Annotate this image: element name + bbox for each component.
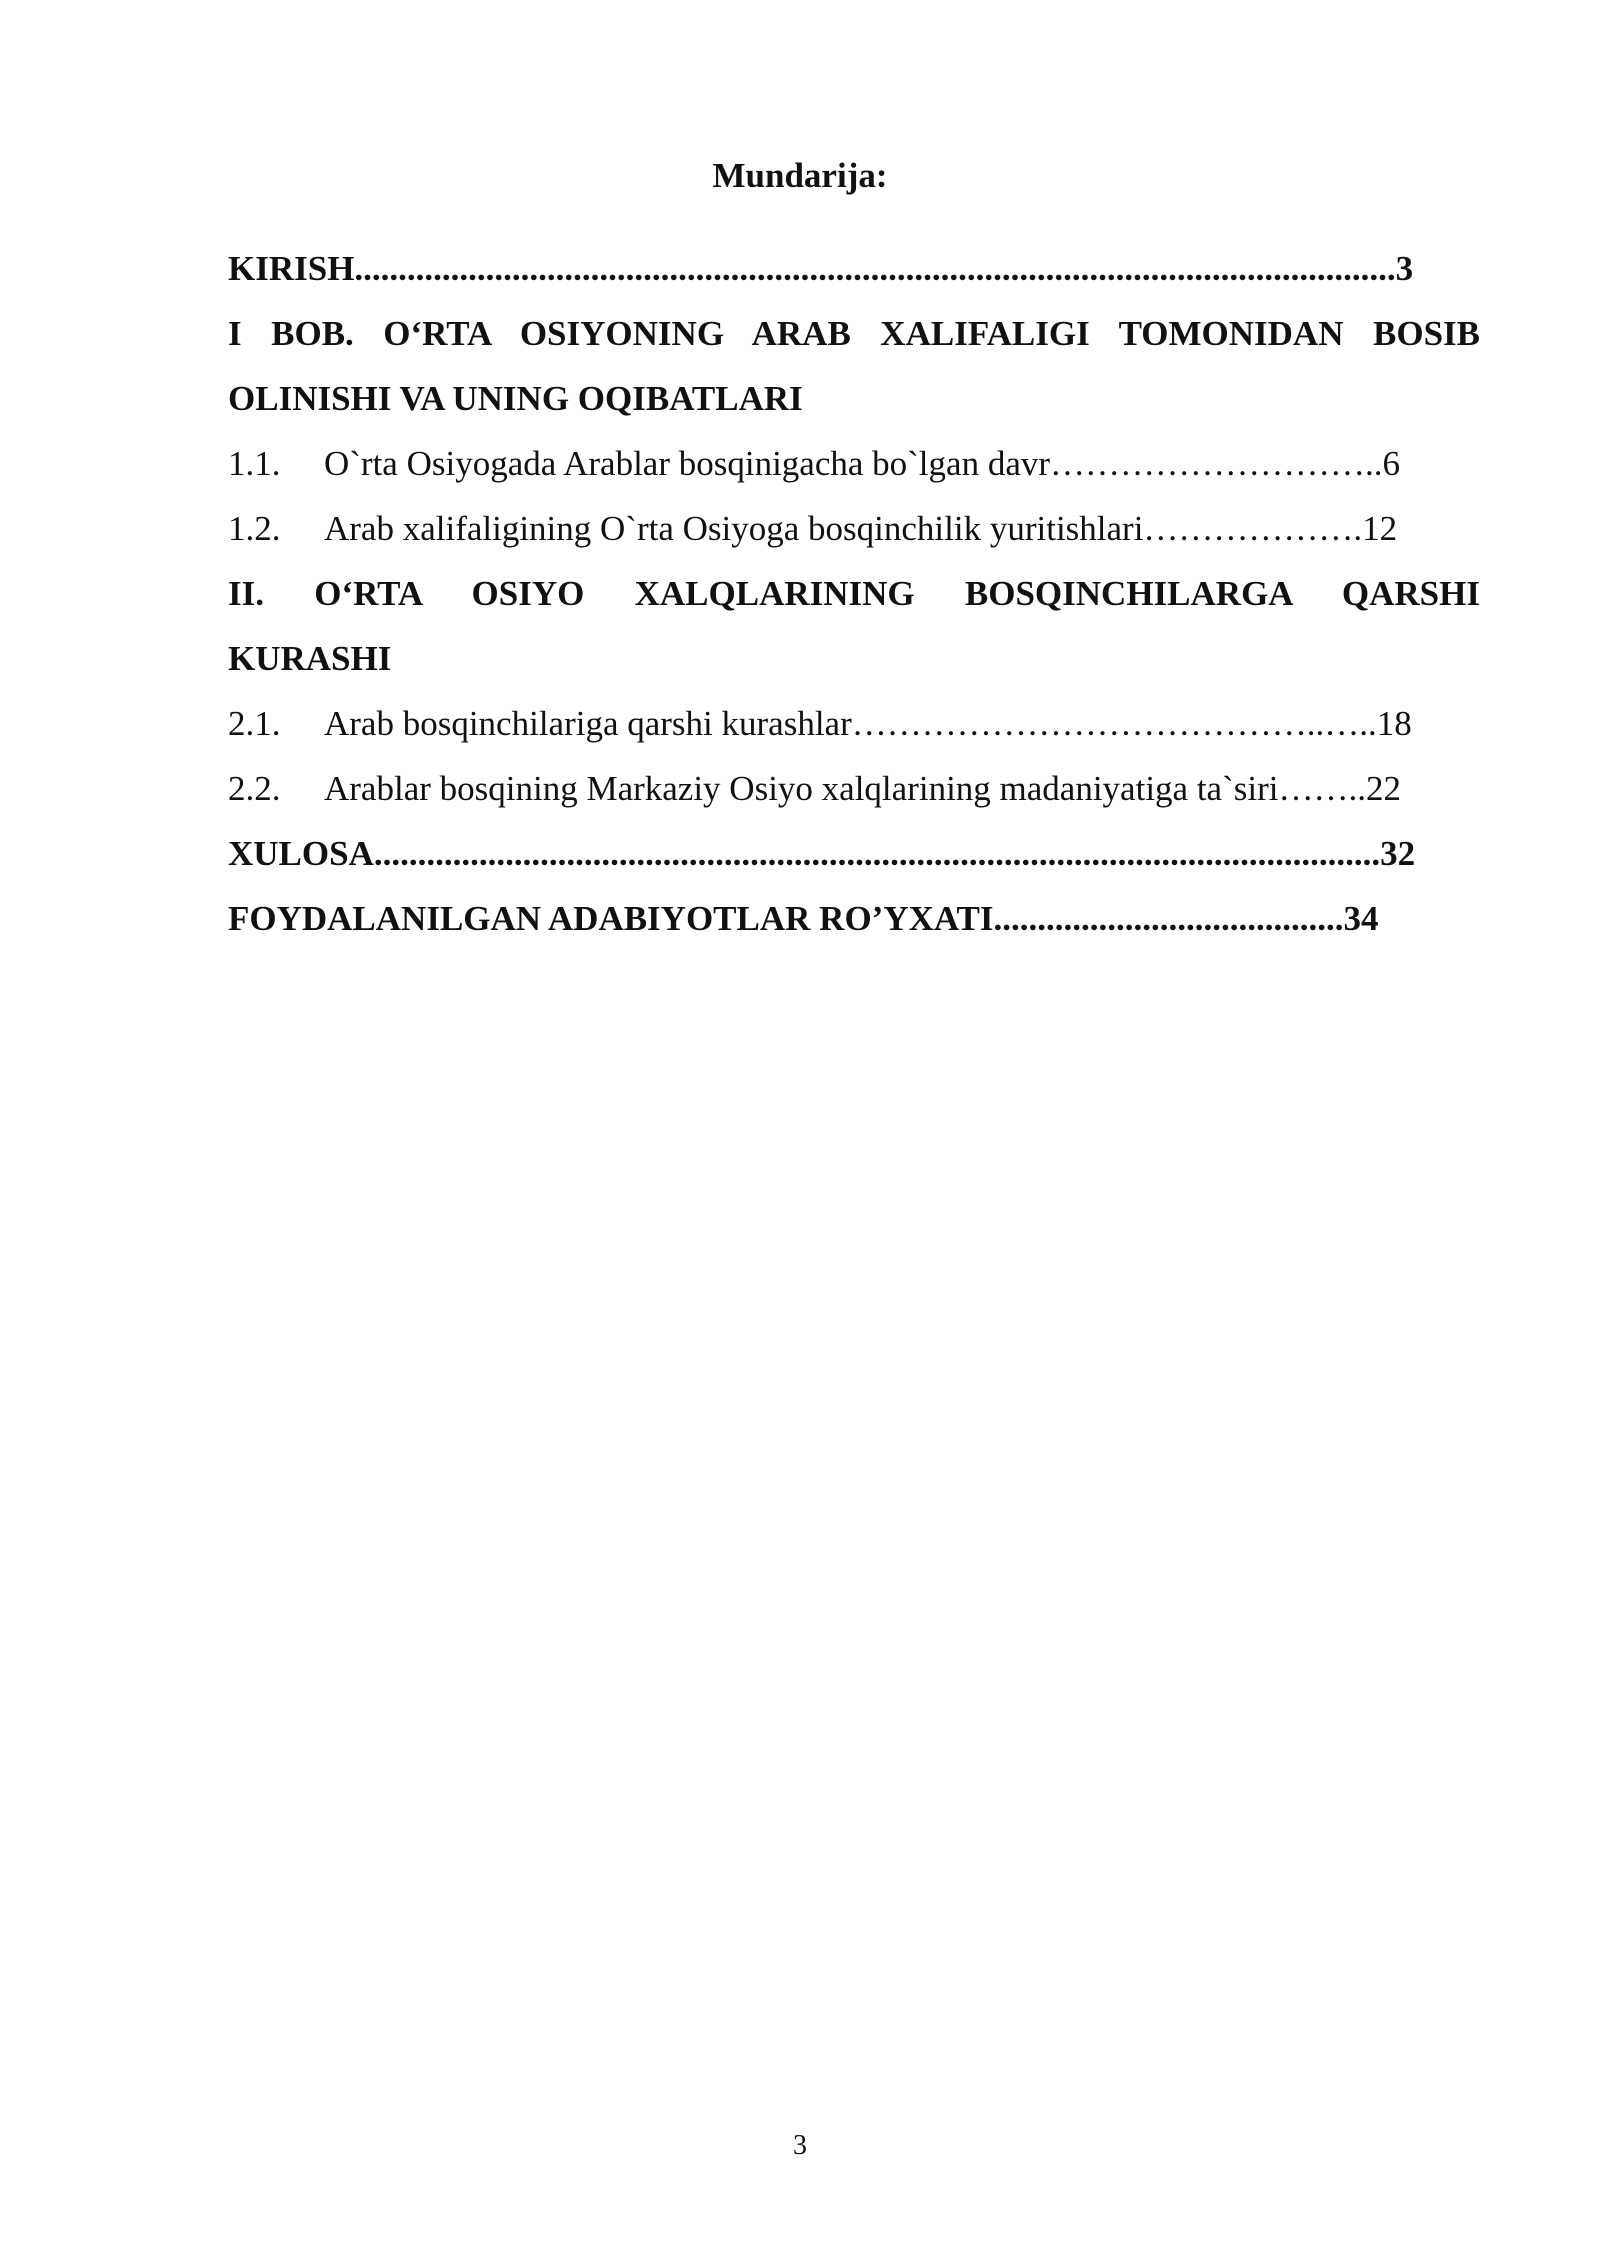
toc-entry-adabiyotlar: FOYDALANILGAN ADABIYOTLAR RO’YXATI........................................34 — [228, 899, 1379, 938]
toc-chapter-2-line-1: II. O‘RTA OSIYO XALQLARINING BOSQINCHILARGA QARSHI — [228, 574, 1480, 613]
toc-chapter-2-line-2: KURASHI — [228, 639, 392, 678]
toc-entry-xulosa: XULOSA...................................................................................................................32 — [228, 834, 1416, 873]
toc-entry-1-2 — [228, 496, 1480, 561]
page-title: Mundarija: — [712, 156, 888, 195]
toc-entry-number: 2.1. — [228, 704, 281, 743]
toc-entry-text: Arablar bosqining Markaziy Osiyo xalqlarining madaniyatiga ta`siri……..22 — [324, 769, 1401, 808]
toc-entry-text: O`rta Osiyogada Arablar bosqinigacha bo`lgan davr………………………..6 — [324, 444, 1401, 483]
toc-entry-number: 2.2. — [228, 769, 281, 808]
toc-entry-text: Arab bosqinchilariga qarshi kurashlar…………………………………..…..18 — [324, 704, 1412, 743]
toc-chapter-1-line-2: OLINISHI VA UNING OQIBATLARI — [228, 379, 803, 418]
toc-entry-number: 1.1. — [228, 444, 281, 483]
toc-entry-kirish: KIRISH.......................................................................................................................3 — [228, 249, 1414, 288]
toc-entry-number: 1.2. — [228, 509, 281, 548]
toc-chapter-1-line-1: I BOB. O‘RTA OSIYONING ARAB XALIFALIGI TOMONIDAN BOSIB — [228, 314, 1480, 353]
toc-entry-text: Arab xalifaligining O`rta Osiyoga bosqinchilik yuritishlari……………….12 — [324, 509, 1398, 548]
toc-entry-1-1 — [228, 431, 1480, 496]
page-number: 3 — [793, 2130, 807, 2161]
table-of-contents — [228, 236, 1480, 951]
toc-entry-2-1 — [228, 691, 1480, 756]
toc-entry-2-2 — [228, 756, 1480, 821]
